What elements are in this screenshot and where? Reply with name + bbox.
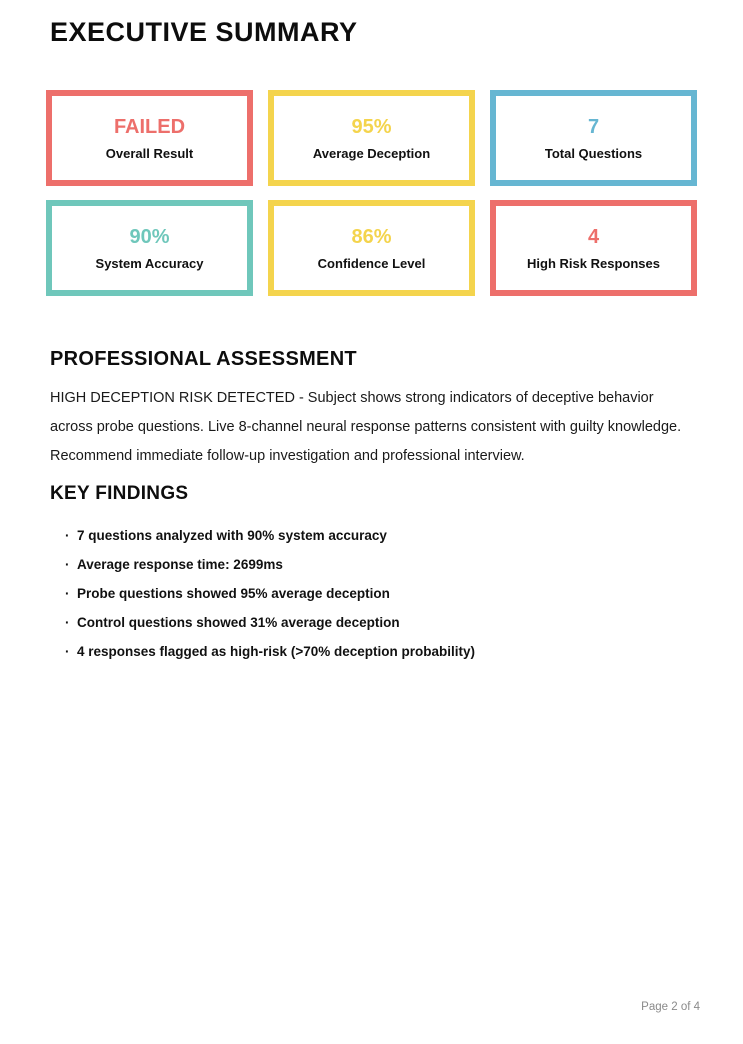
stat-label: Total Questions: [544, 145, 643, 161]
stat-value: 4: [587, 225, 600, 248]
stat-value: FAILED: [113, 115, 186, 138]
professional-assessment-section: [50, 348, 698, 471]
key-findings-section: [50, 483, 698, 666]
stat-card-overall-result: [46, 90, 253, 186]
key-findings-heading: KEY FINDINGS: [50, 483, 189, 504]
stat-label: Overall Result: [105, 145, 194, 161]
stat-value: 95%: [351, 115, 392, 138]
stat-card-system-accuracy: [46, 200, 253, 296]
key-finding-item: · 4 responses flagged as high-risk (>70% deception probability): [50, 637, 698, 666]
stat-value: 86%: [351, 225, 392, 248]
stat-card-high-risk-responses: [490, 200, 697, 296]
key-findings-list: [50, 521, 698, 666]
stat-card-average-deception: [268, 90, 475, 186]
stat-cards-grid: [46, 90, 697, 296]
stat-label: High Risk Responses: [527, 255, 660, 271]
assessment-body-text: HIGH DECEPTION RISK DETECTED - Subject shows strong indicators of deceptive behavior across probe questions. Live 8-channel neural response patterns consistent with guilty knowledge. Recommend immediate follow-up investigation and professional interview.: [50, 390, 682, 464]
stat-label: Average Deception: [312, 145, 431, 161]
key-finding-item: · Probe questions showed 95% average deception: [50, 579, 698, 608]
stat-value: 90%: [129, 225, 170, 248]
stat-value: 7: [587, 115, 600, 138]
stat-card-total-questions: [490, 90, 697, 186]
page-number: Page 2 of 4: [641, 1001, 700, 1013]
stat-card-confidence-level: [268, 200, 475, 296]
key-finding-item: · 7 questions analyzed with 90% system accuracy: [50, 521, 698, 550]
key-finding-item: · Control questions showed 31% average deception: [50, 608, 698, 637]
key-finding-item: · Average response time: 2699ms: [50, 550, 698, 579]
stat-label: Confidence Level: [317, 255, 426, 271]
page-title: EXECUTIVE SUMMARY: [50, 17, 358, 47]
assessment-heading: PROFESSIONAL ASSESSMENT: [50, 348, 357, 370]
stat-label: System Accuracy: [95, 255, 204, 271]
